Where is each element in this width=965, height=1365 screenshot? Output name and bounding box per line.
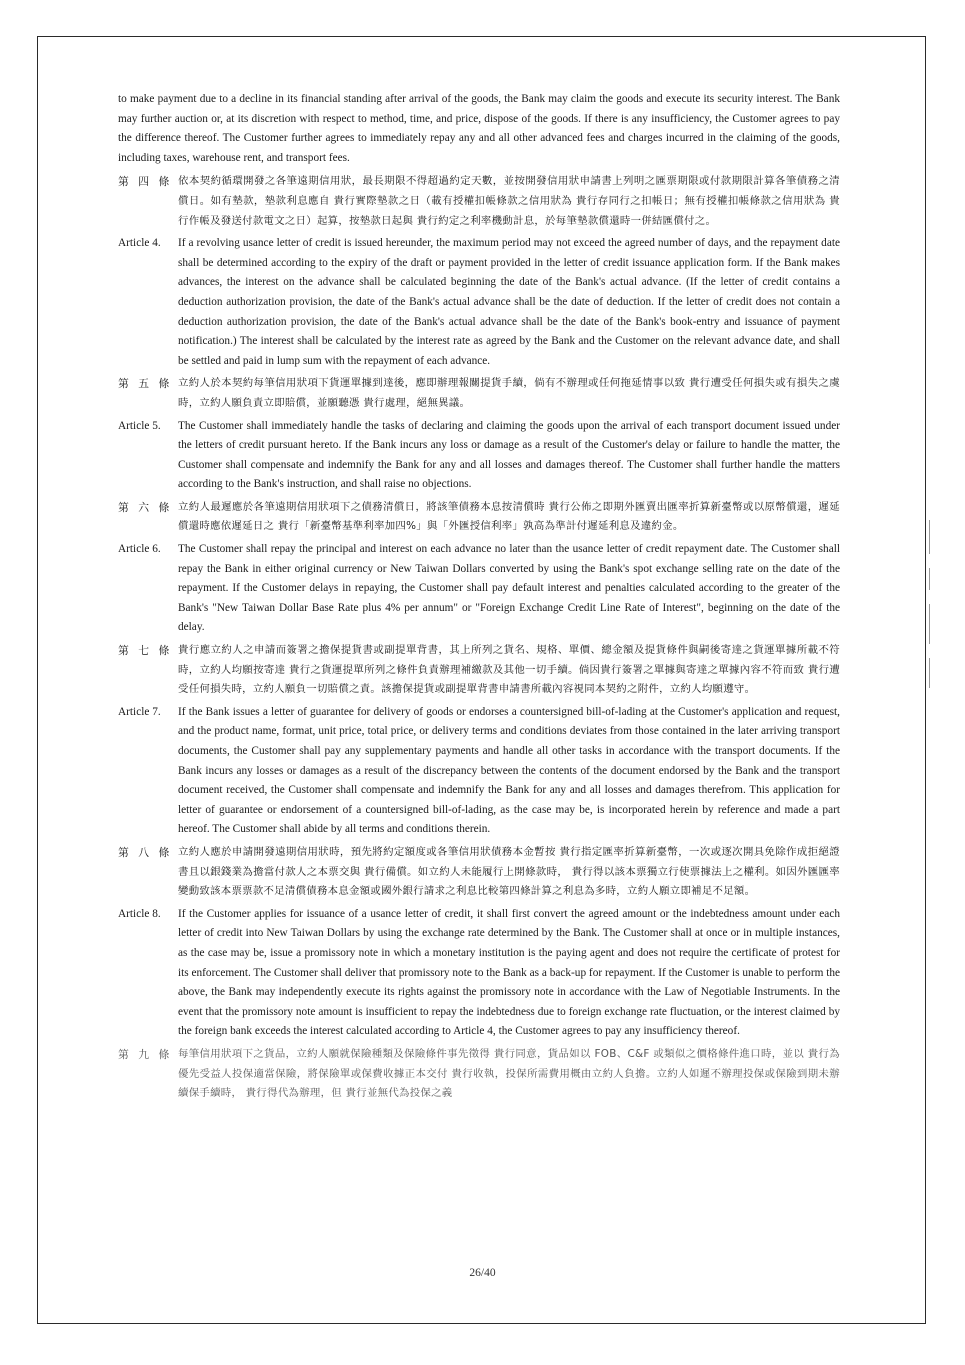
article-7-en [118, 703, 840, 840]
article-4-zh-label: 第 四 條 [118, 175, 173, 189]
article-5-en [118, 417, 840, 495]
article-4-zh-text: 依本契約循環開發之各筆遠期信用狀，最長期限不得超過約定天數，並按開發信用狀申請書上列明之匯票期限或付款期限計算各筆債務之清償日。如有墊款，墊款利息應自 貴行實際墊款之日（載有授權扣帳條款之信用狀為 貴行存同行之扣帳日；無有授權扣帳條款之信用狀為 貴行作帳及發送付款電文之日）起算，按墊款日起與 貴行約定之利率機動計息，於每筆墊款償還時一併結匯償付之。 [178, 175, 840, 227]
article-9-zh-text: 每筆信用狀項下之貨品，立約人願就保險種類及保險條件事先徵得 貴行同意，貨品如以 FOB、C&F 或類似之價格條件進口時，並以 貴行為優先受益人投保適當保險，將保險單或保費收據正本交付 貴行收執，投保所需費用概由立約人負擔。立約人如遲不辦理投保或保險到期未辦續保手續時， 貴行得代為辦理，但 貴行並無代為投保之義 [178, 1047, 840, 1100]
article-6-en-label: Article 6. [118, 543, 161, 556]
continuation-paragraph: to make payment due to a decline in its financial standing after arrival of the goods, the Bank may claim the goods and execute its security interest. The Bank may further auction or, at its discretion with respect to method, time, and price, dispose of the goods. If there is any insufficiency, the Customer agrees to pay the difference thereof. The Customer further agrees to immediately repay any and all other advanced fees and charges incurred in the claiming of the goods, including taxes, warehouse rent, and transport fees. [118, 93, 840, 164]
article-8-en [118, 905, 840, 1042]
article-8-zh [118, 843, 840, 902]
article-8-zh-label: 第 八 條 [118, 845, 173, 859]
article-6-en-text: The Customer shall repay the principal and interest on each advance no later than the usance letter of credit repayment date. The Customer shall repay the Bank in either original currency or New Taiwan Dollars converted by using the Bank's spot exchange selling rate on the date of the repayment. If the Customer delays in repaying, the Customer shall pay default interest and penalties calculated according to the greater of the Bank's "New Taiwan Dollar Base Rate plus 4% per annum" or "Foreign Exchange Credit Line Rate of Interest", beginning on the date of the delay. [178, 543, 840, 634]
article-8-zh-text: 立約人應於申請開發遠期信用狀時，預先將約定額度或各筆信用狀債務本金暫按 貴行指定匯率折算新臺幣，一次或逐次開具免除作成拒絕證書且以銀錢業為擔當付款人之本票交與 貴行備償。如立約人未能履行上開條款時， 貴行得以該本票獨立行使票據法上之權利。如因外匯匯率變動致該本票票款不足清償債務本息金額或國外銀行請求之利息比較第四條計算之利息為多時，立約人願立即補足不足額。 [178, 845, 840, 898]
article-7-en-label: Article 7. [118, 705, 161, 718]
scan-margin-marks [929, 520, 933, 700]
article-5-en-text: The Customer shall immediately handle the tasks of declaring and claiming the goods upon the arrival of each transport document issued under the letters of credit pursuant hereto. If the Bank incurs any loss or damage as a result of the Customer's delay or failure to handle the matter, the Customer shall compensate and indemnify the Bank for any and all losses and damages thereof. The Customer shall further handle the matters according to the Bank's instruction, and shall raise no objections. [178, 419, 840, 491]
article-6-en [118, 540, 840, 638]
article-4-en [118, 234, 840, 371]
article-6-zh-text: 立約人最遲應於各筆遠期信用狀項下之債務清償日，將該筆債務本息按清償時 貴行公佈之即期外匯賣出匯率折算新臺幣或以原幣償還，遲延償還時應依遲延日之 貴行「新臺幣基準利率加四%」與「外匯授信利率」孰高為準計付遲延利息及違約金。 [178, 500, 840, 533]
article-7-zh-label: 第 七 條 [118, 644, 173, 658]
article-4-zh [118, 172, 840, 231]
article-7-zh-text: 貴行應立約人之申請而簽署之擔保提貨書或副提單背書，其上所列之貨名、規格、單價、總金額及提貨條件與嗣後寄達之貨運單據所載不符時，立約人均願按寄達 貴行之貨運提單所列之條件負責辦理補繳款及其他一切手續。倘因貴行簽署之單據與寄達之單據內容不符而致 貴行遭受任何損失時，立約人願負一切賠償之責。該擔保提貨或副提單背書申請書所載內容視同本契約之附件，立約人均願遵守。 [178, 644, 840, 696]
article-9-zh-label: 第 九 條 [118, 1047, 173, 1061]
article-5-en-label: Article 5. [118, 419, 161, 432]
document-body [118, 90, 840, 1107]
article-7-en-text: If the Bank issues a letter of guarantee for delivery of goods or endorses a countersigned bill-of-lading at the Customer's application and request, and the product name, format, unit price, total price, or delivery terms and conditions deviates from those contained in the later arriving transport documents, the Customer shall pay any supplementary payments and handle all other tasks in accordance with the transport documents. If the Bank incurs any losses or damages as a result of the discrepancy between the contents of the document endorsed by the Bank and the transport document received, the Customer shall compensate and indemnify the Bank for any and all losses and damages therefrom. This application for letter of guarantee or endorsement of a countersigned bill-of-lading, as the case may be, is incorporated herein by reference and made a part hereof. The Customer shall abide by all terms and conditions therein. [178, 705, 840, 836]
article-4-en-text: If a revolving usance letter of credit is issued hereunder, the maximum period may not exceed the agreed number of days, and the repayment date shall be determined according to the expiry of the draft or payment provided in the letter of credit issuance application form. If the Bank makes advances, the interest on the advance shall be calculated beginning the date of the Bank's actual advance. (If the letter of credit contains a deduction authorization provision, the date of the Bank's actual advance shall be the date of deduction. If the letter of credit does not contain a deduction authorization provision, the date of the Bank's actual advance shall be the date of the Bank's book-entry and issuance of payment notification.) The interest shall be calculated by the interest rate as agreed by the Bank and the Customer on the relevant advance date, and shall be settled and paid in lump sum with the repayment of each advance. [178, 237, 840, 367]
article-7-zh [118, 641, 840, 700]
article-4-en-label: Article 4. [118, 237, 161, 250]
page-number: 26/40 [469, 1267, 496, 1279]
article-6-zh-label: 第 六 條 [118, 500, 173, 514]
article-6-zh [118, 498, 840, 537]
article-8-en-text: If the Customer applies for issuance of a usance letter of credit, it shall first convert the agreed amount or the indebtedness amount under each letter of credit into New Taiwan Dollars by using the exchange rate determined by the Bank. The Customer shall at once or in multiple instances, as the case may be, issue a promissory note in which a monetary institution is the paying agent and does not require the certificate of protest for its enforcement. The Customer shall deliver that promissory note to the Bank as a back-up for repayment. If the Customer is unable to perform the above, the Bank may independently execute its rights against the promissory note in accordance with the Law of Negotiable Instruments. In the event that the promissory note amount is insufficient to repay the indebtedness due to foreign exchange rate fluctuation, or the interest claimed by the foreign bank exceeds the interest calculated according to Article 4, the Customer agrees to pay any insufficiency thereof. [178, 907, 840, 1038]
article-5-zh [118, 374, 840, 413]
article-9-zh [118, 1045, 840, 1104]
article-5-zh-text: 立約人於本契約每筆信用狀項下貨運單據到達後，應即辦理報關提貨手續，倘有不辦理或任何拖延情事以致 貴行遭受任何損失或有損失之虞時，立約人願負責立即賠償，並願聽憑 貴行處理，絕無異議。 [178, 377, 840, 409]
article-5-zh-label: 第 五 條 [118, 377, 173, 391]
article-8-en-label: Article 8. [118, 907, 161, 920]
